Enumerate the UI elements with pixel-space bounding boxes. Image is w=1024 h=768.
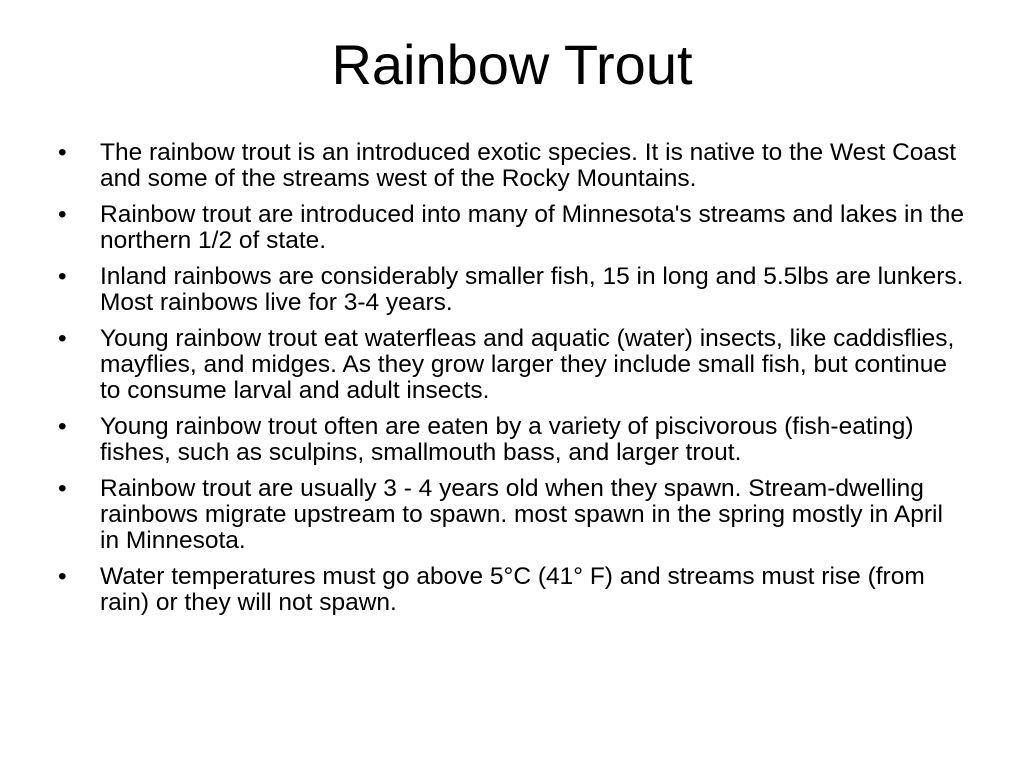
bullet-mark: • <box>58 563 67 590</box>
bullet-text: Rainbow trout are usually 3 - 4 years old when they spawn. Stream-dwelling rainbows migrate upstream to spawn. most spawn in the spring mostly in April in Minnesota. <box>100 475 943 554</box>
bullet-list <box>58 140 966 626</box>
bullet-item <box>58 476 966 554</box>
bullet-text: Young rainbow trout often are eaten by a variety of piscivorous (fish-eating) fishes, such as sculpins, smallmouth bass, and larger trout. <box>100 413 914 466</box>
bullet-item <box>58 326 966 404</box>
bullet-mark: • <box>58 413 67 440</box>
bullet-item <box>58 414 966 466</box>
bullet-item <box>58 564 966 616</box>
bullet-mark: • <box>58 325 67 352</box>
bullet-item <box>58 202 966 254</box>
bullet-text: The rainbow trout is an introduced exotic species. It is native to the West Coast and some of the streams west of the Rocky Mountains. <box>100 139 957 192</box>
bullet-text: Rainbow trout are introduced into many of Minnesota's streams and lakes in the northern 1/2 of state. <box>100 201 964 254</box>
bullet-text: Water temperatures must go above 5°C (41° F) and streams must rise (from rain) or they will not spawn. <box>100 563 925 616</box>
bullet-mark: • <box>58 139 67 166</box>
bullet-text: Young rainbow trout eat waterfleas and aquatic (water) insects, like caddisflies, mayflies, and midges. As they grow larger they include small fish, but continue to consume larval and adult insects. <box>100 325 955 404</box>
bullet-mark: • <box>58 263 67 290</box>
bullet-item <box>58 140 966 192</box>
bullet-mark: • <box>58 475 67 502</box>
bullet-item <box>58 264 966 316</box>
bullet-text: Inland rainbows are considerably smaller fish, 15 in long and 5.5lbs are lunkers. Most rainbows live for 3-4 years. <box>100 263 964 316</box>
slide-title: Rainbow Trout <box>331 33 693 96</box>
bullet-mark: • <box>58 201 67 228</box>
